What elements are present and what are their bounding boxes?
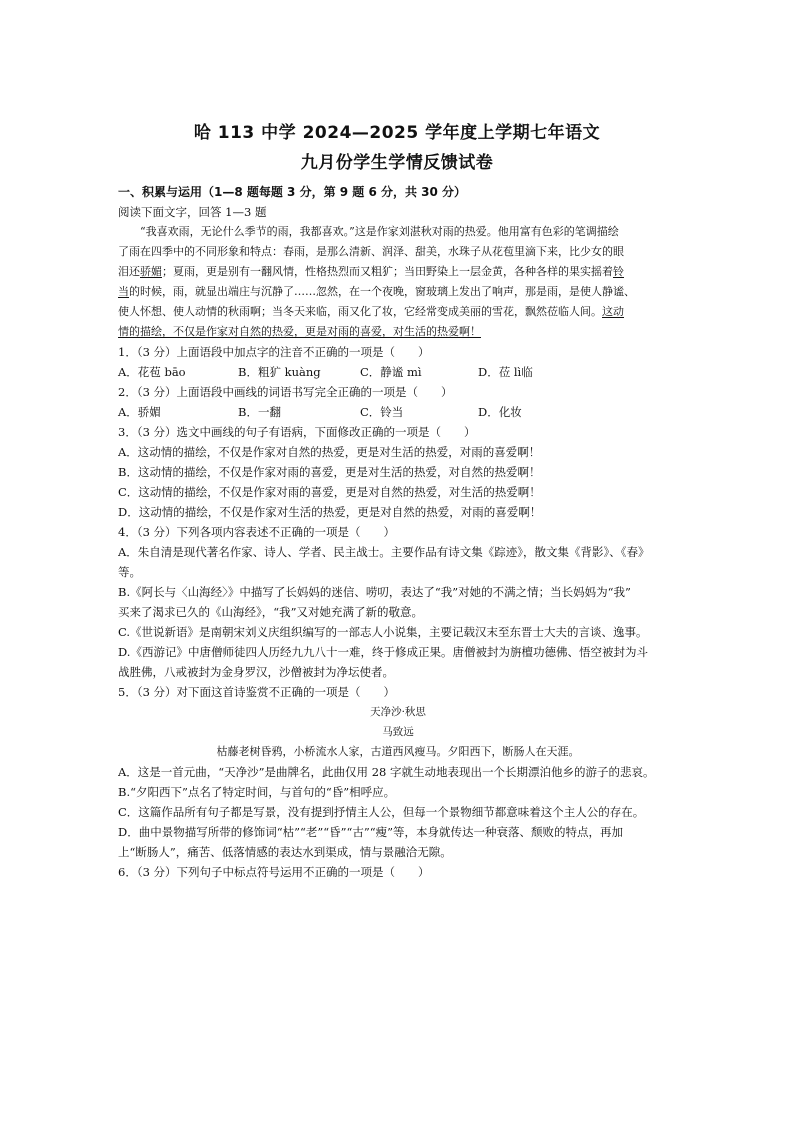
reading-instruction: 阅读下面文字，回答 1—3 题 <box>118 205 267 219</box>
option-c: C．铃当 <box>360 405 404 419</box>
option-d: D.《西游记》中唐僧师徒四人历经九九八十一难，终于修成正果。唐僧被封为旃檀功德佛、悟空被封为斗 <box>118 645 648 659</box>
option-d: D．莅 lì临 <box>478 365 533 379</box>
option-b: B．这动情的描绘，不仅是作家对雨的喜爱，更是对生活的热爱，对自然的热爱啊！ <box>118 465 541 479</box>
option-d-cont: 战胜佛，八戒被封为金身罗汉，沙僧被封为净坛使者。 <box>118 665 394 679</box>
option-d-cont: 上“断肠人”，痛苦、低落情感的表达水到渠成，情与景融洽无隙。 <box>118 845 452 859</box>
option-b: B．粗犷 kuàng <box>238 365 321 379</box>
reading-passage <box>118 222 678 342</box>
section-1 <box>118 182 678 882</box>
passage-text: 的时候，雨，就显出端庄与沉静了……忽然，在一个夜晚，窗玻璃上发出了响声，那是雨，是使人静谧、 <box>129 285 635 298</box>
exam-title: 哈 113 中学 2024—2025 学年度上学期七年语文 <box>193 123 601 143</box>
passage-text: 使人怀想、使人动情的秋雨啊；当冬天来临，雨又化了妆，它经常变成美丽的雪花，飘然莅临人间。 <box>118 305 602 318</box>
option-a-cont: 等。 <box>118 565 141 579</box>
passage-line <box>118 262 678 282</box>
option-b-cont: 买来了渴求已久的《山海经》，“我”又对她充满了新的敬意。 <box>118 605 424 619</box>
option-a: A．朱自清是现代著名作家、诗人、学者、民主战士。主要作品有诗文集《踪迹》，散文集《背影》、《春》 <box>118 545 650 559</box>
exam-subtitle: 九月份学生学情反馈试卷 <box>300 153 494 173</box>
option-d: D．曲中景物描写所带的修饰词“枯”“老”“昏”“古”“瘦”等，本身就传达一种衰落、颓败的特点，再加 <box>118 825 624 839</box>
question-1-stem: 1．（3 分）上面语段中加点字的注音不正确的一项是（ ） <box>118 345 430 359</box>
passage-line: 了雨在四季中的不同形象和特点：春雨，是那么清新、润泽、甜美，水珠子从花苞里滴下来，比少女的眼 <box>118 245 624 258</box>
option-a: A．这是一首元曲，“天净沙”是曲牌名，此曲仅用 28 字就生动地表现出一个长期漂泊他乡的游子的悲哀。 <box>118 765 655 779</box>
poem-text: 枯藤老树昏鸦，小桥流水人家，古道西风瘦马。夕阳西下，断肠人在天涯。 <box>216 745 580 758</box>
poem-author: 马致远 <box>382 726 414 738</box>
option-a: A．骄媚 <box>118 405 161 419</box>
passage-text: 泪还 <box>118 265 140 278</box>
underlined-sentence: 这动 <box>602 305 624 318</box>
question-4-stem: 4．（3 分）下列各项内容表述不正确的一项是（ ） <box>118 525 396 539</box>
underlined-sentence: 情的描绘，不仅是作家对自然的热爱，更是对雨的喜爱，对生活的热爱啊！ <box>118 325 481 338</box>
passage-line: “我喜欢雨，无论什么季节的雨，我都喜欢。”这是作家刘湛秋对雨的热爱。他用富有色彩的笔调描绘 <box>140 225 619 238</box>
passage-text: ；夏雨，更是别有一翻风情，性格热烈而又粗犷；当田野染上一层金黄，各种各样的果实摇着 <box>162 265 613 278</box>
question-3-stem: 3．（3 分）选文中画线的句子有语病，下面修改正确的一项是（ ） <box>118 425 476 439</box>
option-d: D．化妆 <box>478 405 522 419</box>
question-1-options <box>118 362 678 382</box>
option-a: A．花苞 bāo <box>118 365 186 379</box>
question-2-options <box>118 402 678 422</box>
question-5-stem: 5．（3 分）对下面这首诗鉴赏不正确的一项是（ ） <box>118 685 396 699</box>
section-heading: 一、积累与运用（1—8 题每题 3 分，第 9 题 6 分，共 30 分） <box>118 185 467 199</box>
option-b: B．一翻 <box>238 405 281 419</box>
poem-title: 天净沙·秋思 <box>370 706 426 718</box>
option-c: C.《世说新语》是南朝宋刘义庆组织编写的一部志人小说集，主要记载汉末至东晋士大夫的言谈、逸事。 <box>118 625 648 639</box>
underlined-word: 骄媚 <box>140 265 162 278</box>
option-d: D．这动情的描绘，不仅是作家对生活的热爱，更是对自然的热爱，对雨的喜爱啊！ <box>118 505 542 519</box>
question-2-stem: 2．（3 分）上面语段中画线的词语书写完全正确的一项是（ ） <box>118 385 453 399</box>
question-6-stem: 6．（3 分）下列句子中标点符号运用不正确的一项是（ ） <box>118 865 430 879</box>
passage-line <box>118 282 678 302</box>
passage-line <box>118 302 678 322</box>
option-b: B.《阿长与〈山海经〉》中描写了长妈妈的迷信、唠叨，表达了“我”对她的不满之情；当长妈妈为“我” <box>118 585 631 599</box>
option-c: C．这动情的描绘，不仅是作家对雨的喜爱，更是对自然的热爱，对生活的热爱啊！ <box>118 485 541 499</box>
underlined-word: 铃 <box>613 265 624 278</box>
option-c: C．静谧 mì <box>360 365 422 379</box>
underlined-word: 当 <box>118 285 129 298</box>
option-c: C．这篇作品所有句子都是写景，没有提到抒情主人公，但每一个景物细节都意味着这个主人公的存在。 <box>118 805 645 819</box>
option-a: A．这动情的描绘，不仅是作家对自然的热爱，更是对生活的热爱，对雨的喜爱啊！ <box>118 445 541 459</box>
option-b: B.“夕阳西下”点名了特定时间，与首句的“昏”相呼应。 <box>118 785 396 799</box>
